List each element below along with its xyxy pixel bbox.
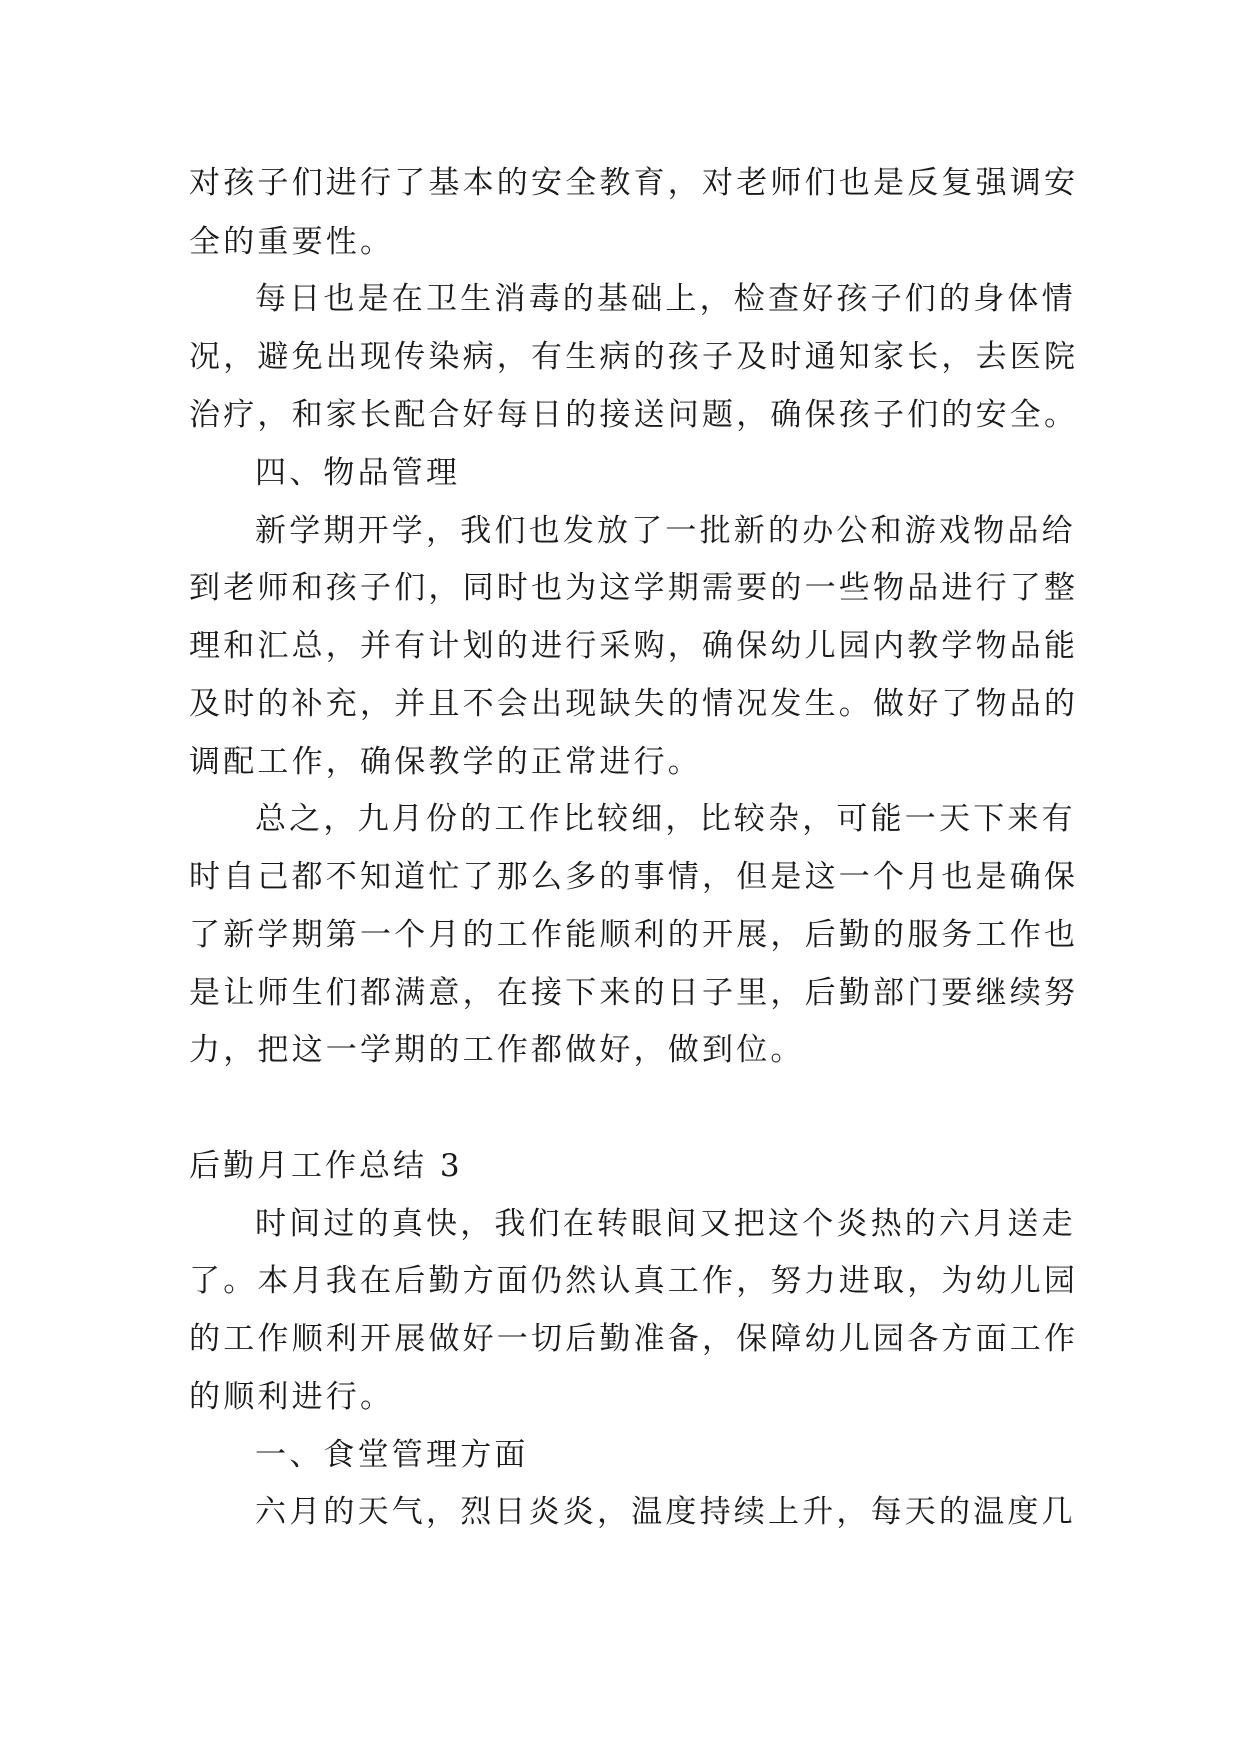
paragraph-line: 了新学期第一个月的工作能顺利的开展，后勤的服务工作也 bbox=[189, 917, 1079, 953]
paragraph-line: 的工作顺利开展做好一切后勤准备，保障幼儿园各方面工作 bbox=[189, 1321, 1079, 1357]
paragraph-line: 到老师和孩子们，同时也为这学期需要的一些物品进行了整 bbox=[189, 570, 1079, 606]
paragraph-line: 对孩子们进行了基本的安全教育，对老师们也是反复强调安 bbox=[189, 165, 1079, 201]
paragraph-line: 是让师生们都满意，在接下来的日子里，后勤部门要继续努 bbox=[189, 975, 1079, 1011]
paragraph-line: 调配工作，确保教学的正常进行。 bbox=[189, 744, 702, 780]
paragraph-line: 及时的补充，并且不会出现缺失的情况发生。做好了物品的 bbox=[189, 686, 1079, 722]
paragraph-line: 每日也是在卫生消毒的基础上，检查好孩子们的身体情 bbox=[255, 281, 1076, 317]
paragraph-line: 六月的天气，烈日炎炎，温度持续上升，每天的温度几 bbox=[255, 1494, 1076, 1530]
paragraph-line: 新学期开学，我们也发放了一批新的办公和游戏物品给 bbox=[255, 513, 1076, 549]
paragraph-line: 的顺利进行。 bbox=[189, 1379, 395, 1415]
paragraph-line: 力，把这一学期的工作都做好，做到位。 bbox=[189, 1032, 805, 1068]
paragraph-line: 了。本月我在后勤方面仍然认真工作，努力进取，为幼儿园 bbox=[189, 1263, 1079, 1299]
section-heading: 四、物品管理 bbox=[255, 455, 461, 491]
paragraph-line: 总之，九月份的工作比较细，比较杂，可能一天下来有 bbox=[255, 801, 1076, 837]
paragraph-line: 理和汇总，并有计划的进行采购，确保幼儿园内教学物品能 bbox=[189, 628, 1079, 664]
document-title: 后勤月工作总结 3 bbox=[189, 1148, 463, 1184]
section-heading: 一、食堂管理方面 bbox=[255, 1437, 529, 1473]
paragraph-line: 况，避免出现传染病，有生病的孩子及时通知家长，去医院 bbox=[189, 339, 1079, 375]
paragraph-line: 时间过的真快，我们在转眼间又把这个炎热的六月送走 bbox=[255, 1206, 1076, 1242]
paragraph-line: 时自己都不知道忙了那么多的事情，但是这一个月也是确保 bbox=[189, 859, 1079, 895]
paragraph-line: 全的重要性。 bbox=[189, 224, 395, 260]
paragraph-line: 治疗，和家长配合好每日的接送问题，确保孩子们的安全。 bbox=[189, 397, 1079, 433]
